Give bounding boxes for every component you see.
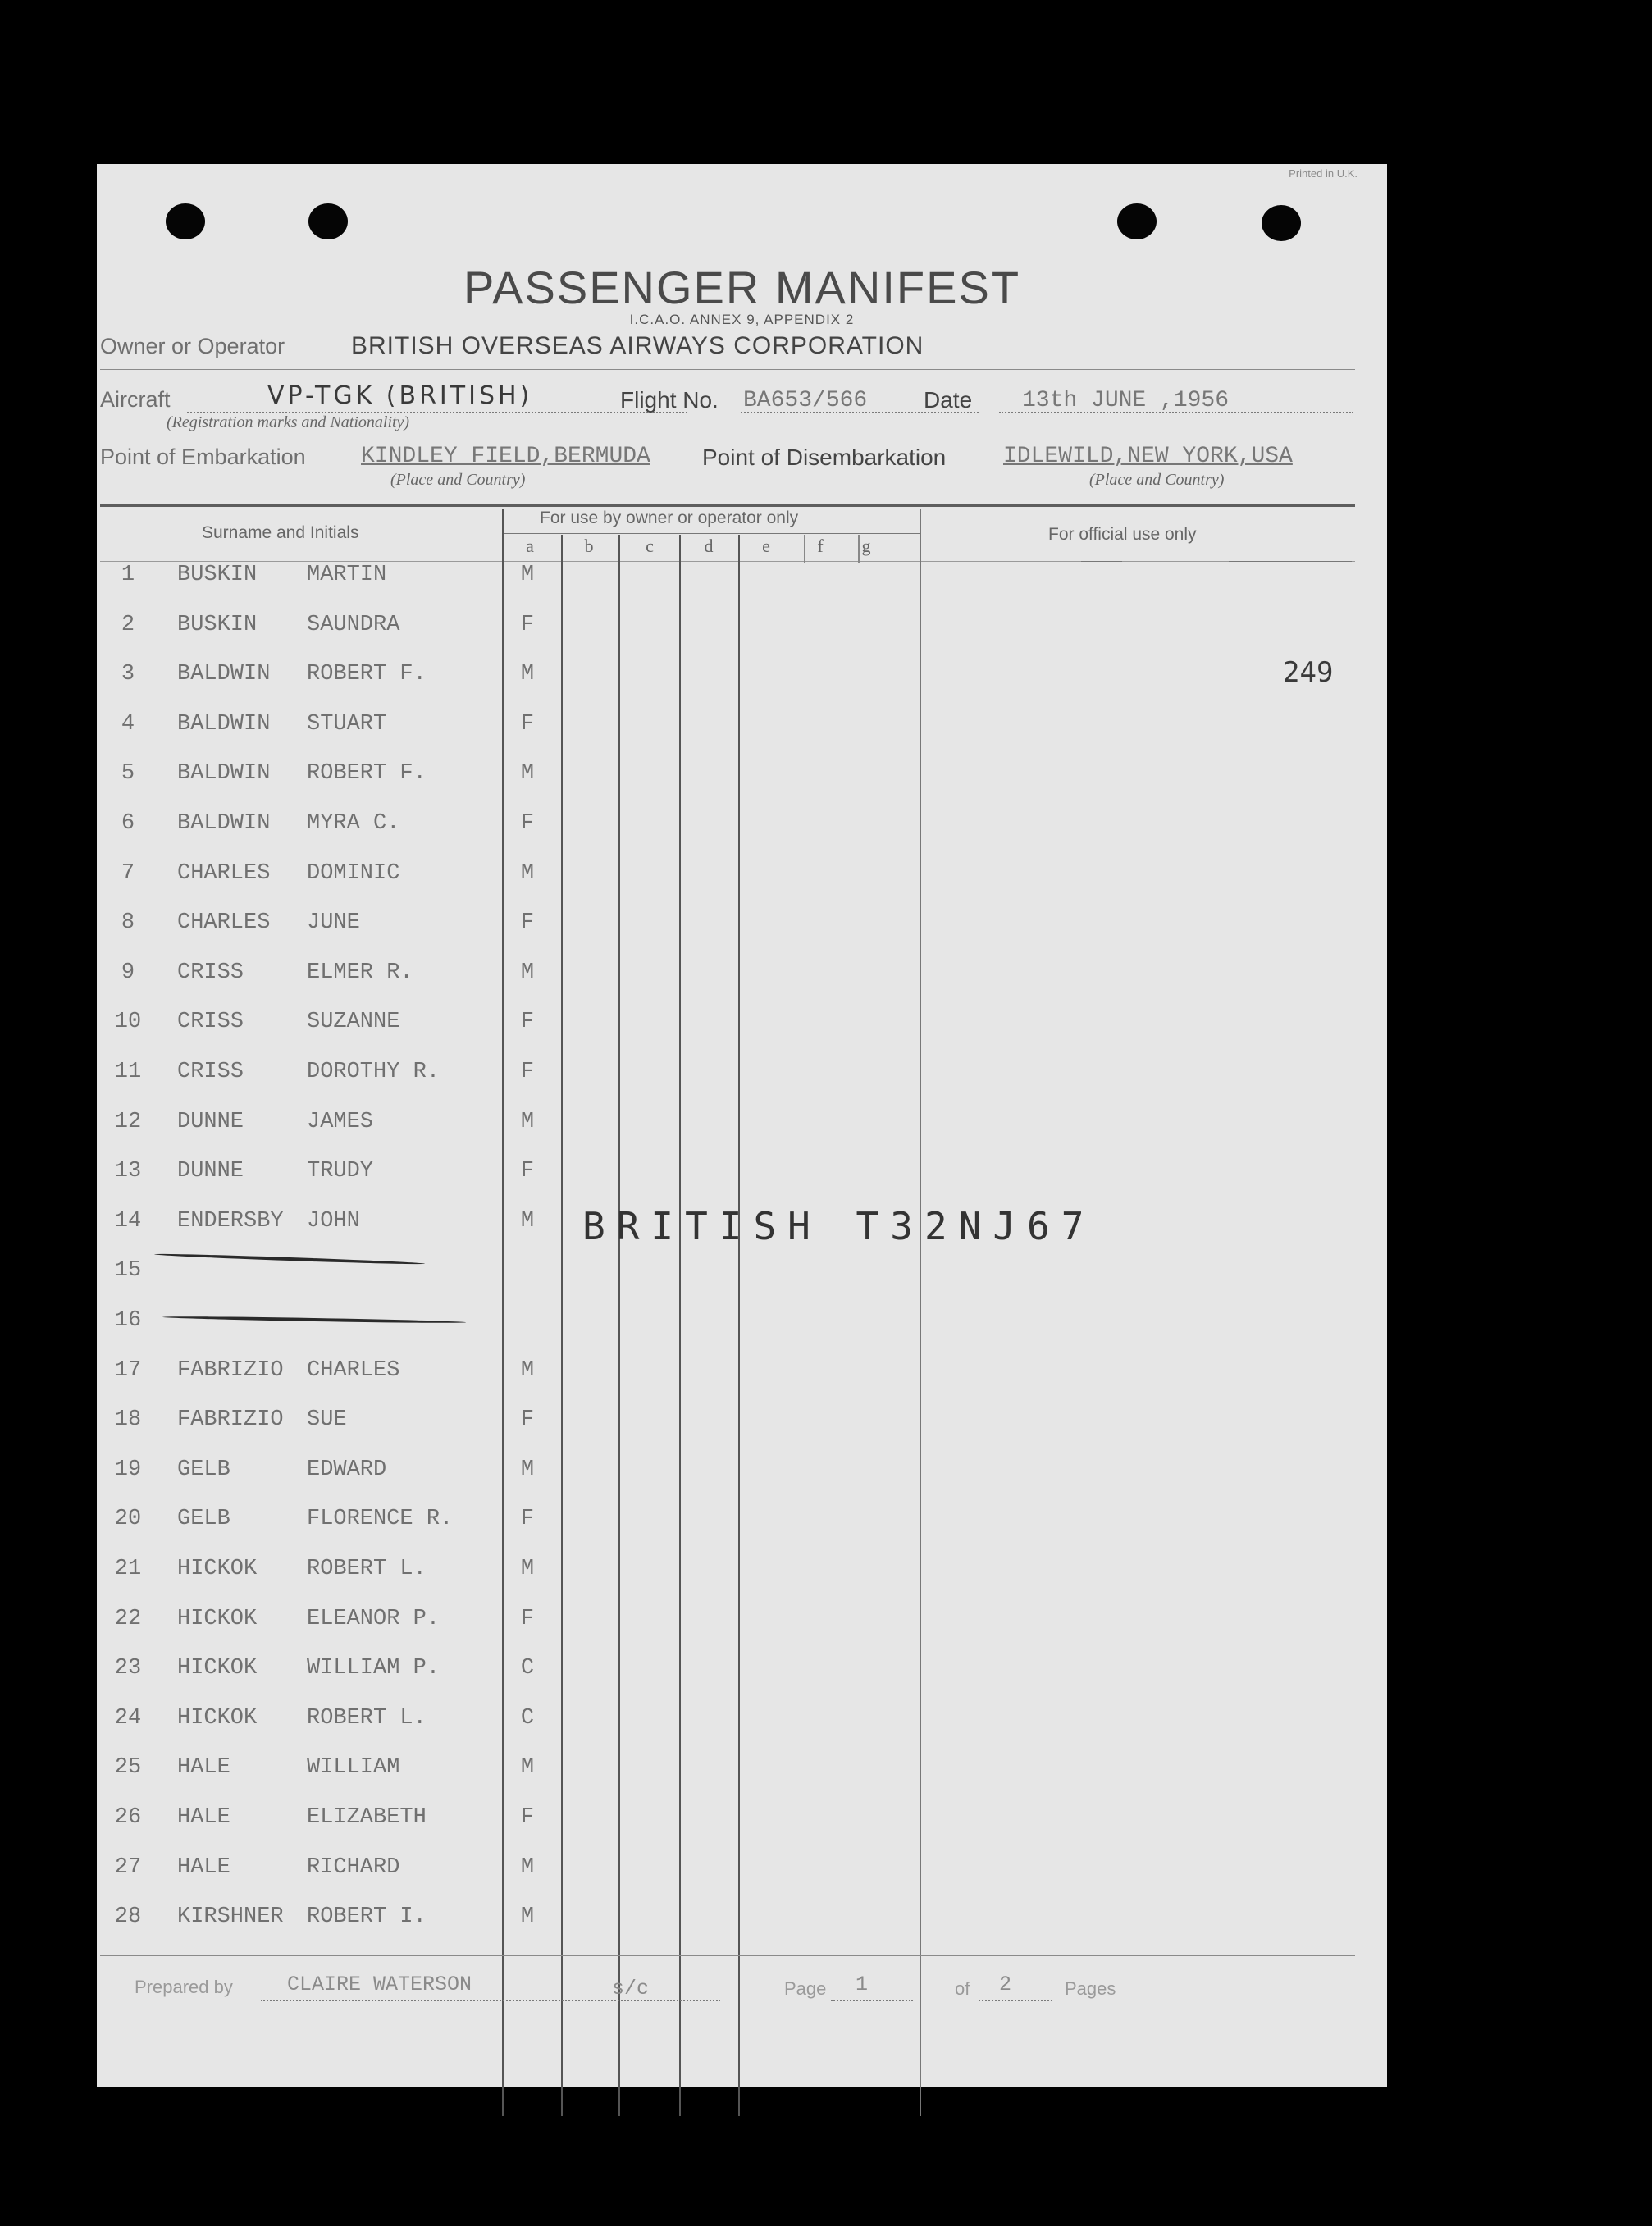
passenger-surname: HICKOK xyxy=(177,1656,258,1681)
passenger-surname: BALDWIN xyxy=(177,761,271,786)
table-top-rule xyxy=(100,504,1355,507)
passenger-sex: F xyxy=(520,1010,535,1034)
table-row xyxy=(97,1507,1387,1556)
operator-label: Owner or Operator xyxy=(100,334,285,358)
table-header-rule xyxy=(100,561,1355,562)
passenger-sex: M xyxy=(520,662,535,687)
row-number: 3 xyxy=(121,662,135,687)
row-number: 28 xyxy=(114,1904,142,1929)
date-value: 13th JUNE ,1956 xyxy=(1022,388,1230,413)
passenger-surname: HALE xyxy=(177,1755,230,1780)
table-row xyxy=(97,861,1387,910)
passenger-given-name: ELMER R. xyxy=(307,960,413,985)
embarkation-value: KINDLEY FIELD,BERMUDA xyxy=(361,444,650,469)
passenger-surname: HICKOK xyxy=(177,1706,258,1731)
row-number: 24 xyxy=(114,1706,142,1731)
row-number: 16 xyxy=(114,1308,142,1333)
table-row xyxy=(97,1159,1387,1208)
passenger-sex: F xyxy=(520,712,535,737)
aircraft-value: VP-TGK (BRITISH) xyxy=(267,381,533,410)
passenger-surname: BALDWIN xyxy=(177,811,271,836)
operator-header-rule xyxy=(504,533,920,534)
table-row xyxy=(97,1607,1387,1656)
manifest-page xyxy=(97,164,1387,2087)
row-number: 2 xyxy=(121,613,135,637)
embarkation-hint: (Place and Country) xyxy=(390,471,526,489)
table-row xyxy=(97,662,1387,711)
passenger-given-name: RICHARD xyxy=(307,1855,400,1880)
row-number: 20 xyxy=(114,1507,142,1531)
passenger-given-name: EDWARD xyxy=(307,1457,387,1482)
column-a: a xyxy=(526,536,534,556)
passenger-surname: CRISS xyxy=(177,1010,244,1034)
passenger-given-name: JAMES xyxy=(307,1110,374,1134)
passenger-sex: F xyxy=(520,1159,535,1184)
official-rule-1 xyxy=(1081,561,1122,562)
passenger-surname: CHARLES xyxy=(177,910,271,935)
column-rule xyxy=(804,535,805,563)
passenger-surname: BALDWIN xyxy=(177,662,271,687)
passenger-surname: BALDWIN xyxy=(177,712,271,737)
pages-label: Pages xyxy=(1065,1978,1116,1999)
passenger-given-name: JOHN xyxy=(307,1209,360,1234)
passenger-given-name: MARTIN xyxy=(307,563,387,587)
passenger-given-name: ROBERT L. xyxy=(307,1557,427,1581)
passenger-surname: BUSKIN xyxy=(177,563,258,587)
table-row xyxy=(97,712,1387,761)
passenger-given-name: ROBERT F. xyxy=(307,761,427,786)
prepared-label: Prepared by xyxy=(135,1977,233,1997)
handwritten-note: BRITISH T32NJ67 xyxy=(582,1204,1096,1248)
table-row xyxy=(97,910,1387,960)
passenger-given-name: CHARLES xyxy=(307,1358,400,1383)
passenger-surname: BUSKIN xyxy=(177,613,258,637)
row-number: 13 xyxy=(114,1159,142,1184)
passenger-surname: FABRIZIO xyxy=(177,1407,284,1432)
punch-hole-1 xyxy=(166,203,205,239)
passenger-sex: M xyxy=(520,761,535,786)
table-row xyxy=(97,1656,1387,1705)
row-number: 10 xyxy=(114,1010,142,1034)
table-row xyxy=(97,761,1387,810)
official-header: For official use only xyxy=(1048,525,1197,544)
aircraft-label: Aircraft xyxy=(100,387,171,412)
embarkation-label: Point of Embarkation xyxy=(100,445,306,469)
passenger-given-name: DOROTHY R. xyxy=(307,1060,440,1084)
page-value: 1 xyxy=(856,1973,869,1996)
passenger-given-name: ROBERT I. xyxy=(307,1904,427,1929)
row-number: 15 xyxy=(114,1258,142,1283)
page-label: Page xyxy=(784,1978,827,1999)
name-header: Surname and Initials xyxy=(202,523,359,542)
page-line xyxy=(831,2000,913,2001)
disembarkation-label: Point of Disembarkation xyxy=(702,445,947,470)
passenger-sex: F xyxy=(520,811,535,836)
official-rule-2 xyxy=(1229,561,1352,562)
passenger-sex: F xyxy=(520,1607,535,1631)
passenger-surname: HICKOK xyxy=(177,1557,258,1581)
row-number: 5 xyxy=(121,761,135,786)
passenger-sex: F xyxy=(520,1507,535,1531)
of-line xyxy=(979,2000,1052,2001)
table-row xyxy=(97,1457,1387,1507)
prepared-line xyxy=(261,2000,720,2001)
passenger-surname: CRISS xyxy=(177,1060,244,1084)
column-e: e xyxy=(762,536,770,556)
passenger-given-name: SUE xyxy=(307,1407,347,1432)
official-number: 249 xyxy=(1283,656,1334,689)
table-row xyxy=(97,1110,1387,1159)
of-value: 2 xyxy=(999,1973,1012,1996)
table-row xyxy=(97,1557,1387,1606)
table-row xyxy=(97,811,1387,860)
row-number: 8 xyxy=(121,910,135,935)
passenger-given-name: ROBERT F. xyxy=(307,662,427,687)
disembarkation-value: IDLEWILD,NEW YORK,USA xyxy=(1003,444,1293,469)
passenger-surname: CRISS xyxy=(177,960,244,985)
page-subtitle: I.C.A.O. ANNEX 9, APPENDIX 2 xyxy=(629,312,855,327)
row-number: 23 xyxy=(114,1656,142,1681)
column-g: g xyxy=(861,536,871,556)
passenger-sex: C xyxy=(520,1706,535,1731)
passenger-given-name: DOMINIC xyxy=(307,861,400,886)
passenger-sex: M xyxy=(520,1110,535,1134)
footer-rule xyxy=(100,1955,1355,1956)
table-row xyxy=(97,613,1387,662)
row-number: 27 xyxy=(114,1855,142,1880)
punch-hole-3 xyxy=(1117,203,1157,239)
passenger-given-name: STUART xyxy=(307,712,387,737)
column-rule xyxy=(858,535,860,563)
passenger-sex: F xyxy=(520,1060,535,1084)
row-number: 1 xyxy=(121,563,135,587)
passenger-surname: KIRSHNER xyxy=(177,1904,284,1929)
passenger-surname: FABRIZIO xyxy=(177,1358,284,1383)
passenger-given-name: ROBERT L. xyxy=(307,1706,427,1731)
table-row xyxy=(97,563,1387,612)
passenger-sex: C xyxy=(520,1656,535,1681)
passenger-surname: GELB xyxy=(177,1457,230,1482)
row-number: 14 xyxy=(114,1209,142,1234)
row-number: 21 xyxy=(114,1557,142,1581)
prepared-suffix: s/c xyxy=(612,1977,650,2000)
date-label: Date xyxy=(924,387,973,413)
table-row xyxy=(97,1010,1387,1059)
passenger-surname: CHARLES xyxy=(177,861,271,886)
passenger-sex: M xyxy=(520,563,535,587)
disembarkation-hint: (Place and Country) xyxy=(1089,471,1225,489)
table-row xyxy=(97,1407,1387,1457)
passenger-given-name: FLORENCE R. xyxy=(307,1507,454,1531)
passenger-sex: M xyxy=(520,1358,535,1383)
passenger-given-name: SAUNDRA xyxy=(307,613,400,637)
table-row xyxy=(97,1855,1387,1904)
passenger-sex: F xyxy=(520,1805,535,1830)
passenger-given-name: MYRA C. xyxy=(307,811,400,836)
date-line xyxy=(999,412,1353,413)
passenger-surname: DUNNE xyxy=(177,1110,244,1134)
passenger-sex: F xyxy=(520,1407,535,1432)
punch-hole-4 xyxy=(1262,205,1301,241)
table-row xyxy=(97,960,1387,1010)
passenger-given-name: ELEANOR P. xyxy=(307,1607,440,1631)
passenger-surname: HICKOK xyxy=(177,1607,258,1631)
table-row xyxy=(97,1308,1387,1357)
table-row xyxy=(97,1258,1387,1307)
passenger-given-name: ELIZABETH xyxy=(307,1805,427,1830)
table-row xyxy=(97,1060,1387,1109)
passenger-surname: DUNNE xyxy=(177,1159,244,1184)
passenger-sex: F xyxy=(520,613,535,637)
row-number: 7 xyxy=(121,861,135,886)
passenger-sex: M xyxy=(520,1904,535,1929)
row-number: 22 xyxy=(114,1607,142,1631)
row-number: 25 xyxy=(114,1755,142,1780)
passenger-given-name: WILLIAM xyxy=(307,1755,400,1780)
passenger-given-name: WILLIAM P. xyxy=(307,1656,440,1681)
passenger-sex: M xyxy=(520,1209,535,1234)
row-number: 11 xyxy=(114,1060,142,1084)
row-number: 12 xyxy=(114,1110,142,1134)
passenger-sex: M xyxy=(520,1457,535,1482)
of-label: of xyxy=(955,1978,970,1999)
passenger-given-name: SUZANNE xyxy=(307,1010,400,1034)
row-number: 19 xyxy=(114,1457,142,1482)
aircraft-hint: (Registration marks and Nationality) xyxy=(167,413,410,431)
table-row xyxy=(97,1706,1387,1755)
row-number: 4 xyxy=(121,712,135,737)
column-b: b xyxy=(584,536,594,556)
operator-value: BRITISH OVERSEAS AIRWAYS CORPORATION xyxy=(351,332,924,359)
passenger-sex: M xyxy=(520,1855,535,1880)
row-number: 9 xyxy=(121,960,135,985)
operator-header: For use by owner or operator only xyxy=(540,509,799,527)
flight-value: BA653/566 xyxy=(743,388,868,413)
row-number: 17 xyxy=(114,1358,142,1383)
column-f: f xyxy=(817,536,824,556)
passenger-surname: GELB xyxy=(177,1507,230,1531)
prepared-value: CLAIRE WATERSON xyxy=(287,1973,472,1996)
table-row xyxy=(97,1805,1387,1854)
passenger-sex: M xyxy=(520,861,535,886)
table-row xyxy=(97,1904,1387,1954)
page-title: PASSENGER MANIFEST xyxy=(463,262,1021,313)
passenger-sex: M xyxy=(520,1755,535,1780)
flight-label: Flight No. xyxy=(620,387,719,413)
column-d: d xyxy=(704,536,714,556)
passenger-surname: HALE xyxy=(177,1805,230,1830)
passenger-sex: M xyxy=(520,1557,535,1581)
passenger-sex: M xyxy=(520,960,535,985)
column-c: c xyxy=(646,536,654,556)
printer-mark: Printed in U.K. xyxy=(1289,167,1358,180)
table-row xyxy=(97,1358,1387,1407)
punch-hole-2 xyxy=(308,203,348,239)
row-number: 6 xyxy=(121,811,135,836)
row-number: 26 xyxy=(114,1805,142,1830)
row-number: 18 xyxy=(114,1407,142,1432)
table-row xyxy=(97,1755,1387,1804)
passenger-surname: HALE xyxy=(177,1855,230,1880)
rule xyxy=(100,369,1355,370)
passenger-sex: F xyxy=(520,910,535,935)
passenger-surname: ENDERSBY xyxy=(177,1209,284,1234)
passenger-given-name: JUNE xyxy=(307,910,360,935)
passenger-given-name: TRUDY xyxy=(307,1159,374,1184)
